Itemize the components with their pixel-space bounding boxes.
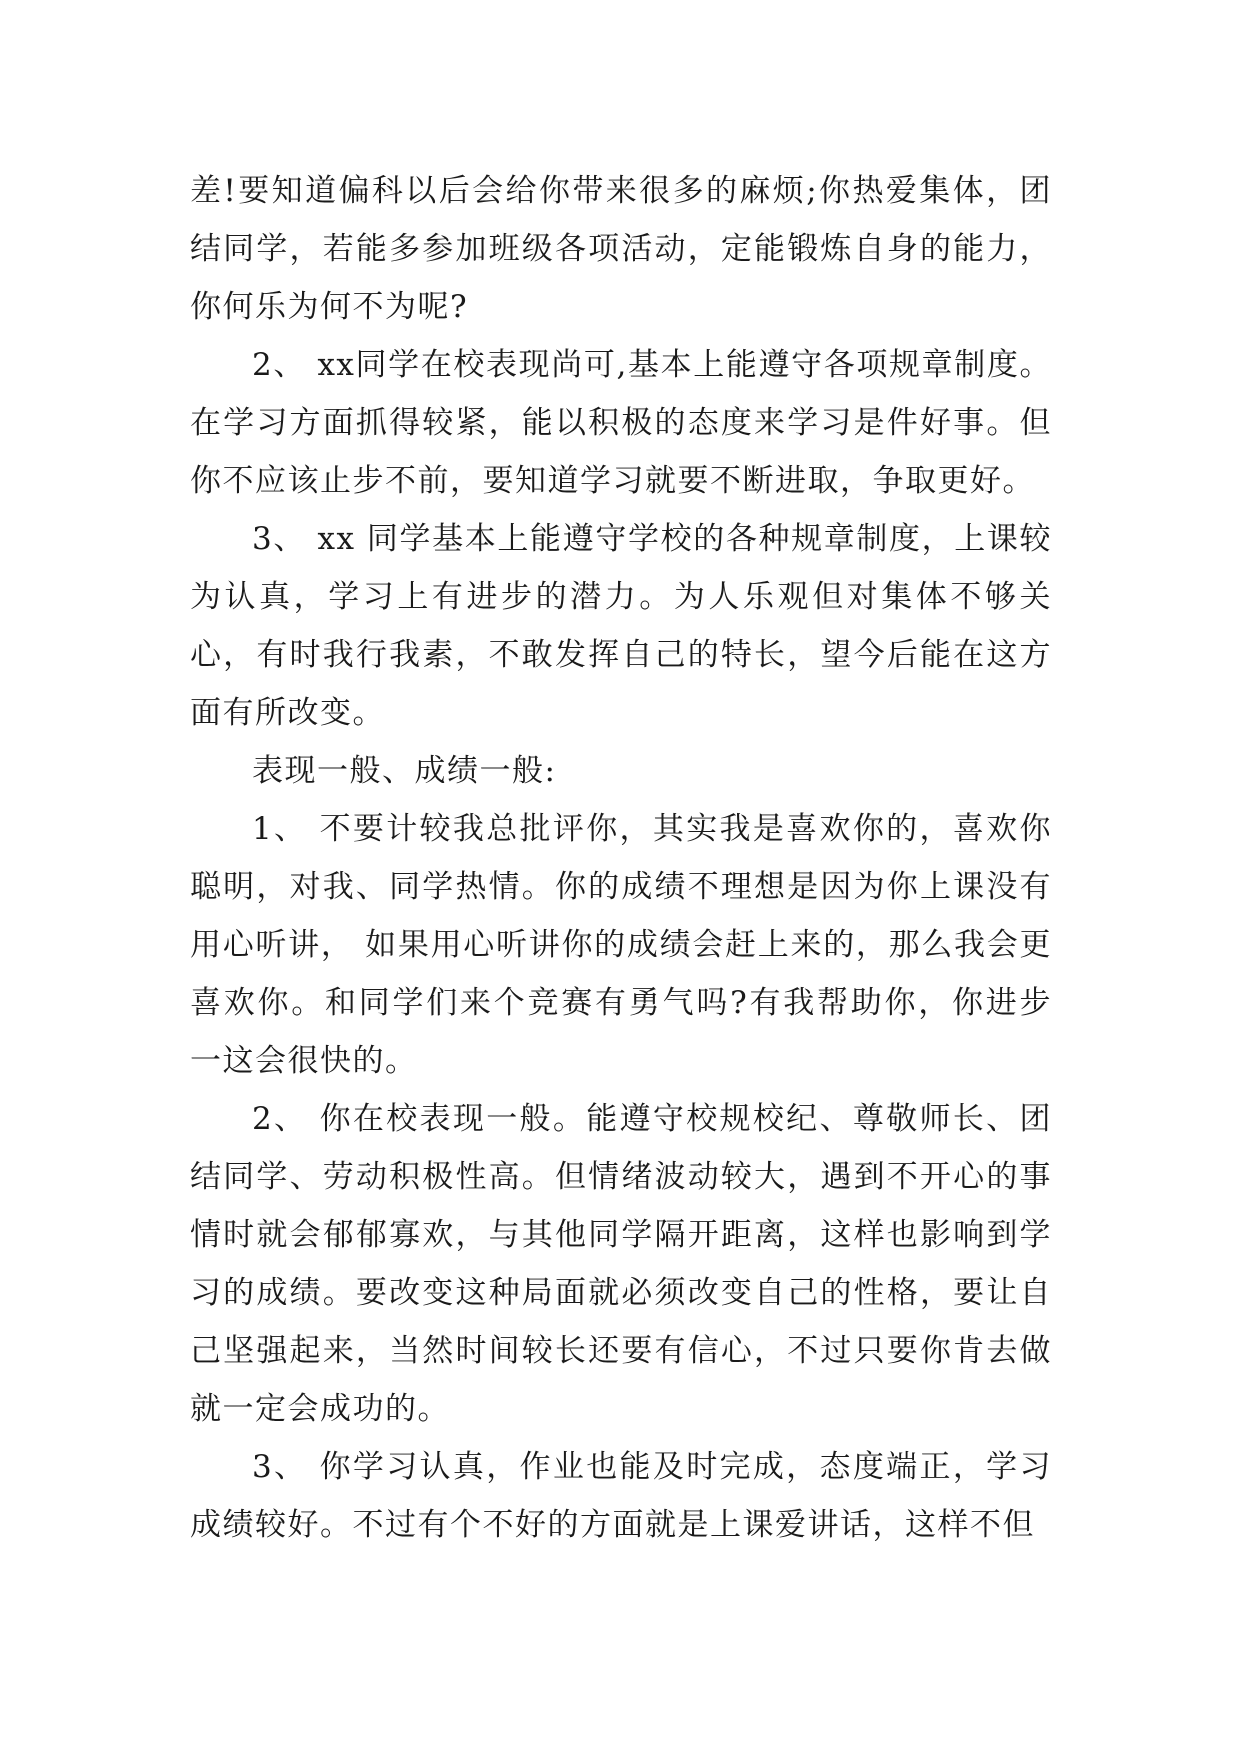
document-body xyxy=(190,162,1052,1554)
paragraph-item-2: 2、 xx同学在校表现尚可,基本上能遵守各项规章制度。在学习方面抓得较紧，能以积极的态度来学习是件好事。但你不应该止步不前，要知道学习就要不断进取，争取更好。 xyxy=(190,347,1052,499)
paragraph-item-2b: 2、 你在校表现一般。能遵守校规校纪、尊敬师长、团结同学、劳动积极性高。但情绪波动较大，遇到不开心的事情时就会郁郁寡欢，与其他同学隔开距离，这样也影响到学习的成绩。要改变这种局面就必须改变自己的性格，要让自己坚强起来，当然时间较长还要有信心，不过只要你肯去做就一定会成功的。 xyxy=(190,1101,1052,1427)
paragraph-item-3: 3、 xx 同学基本上能遵守学校的各种规章制度，上课较为认真，学习上有进步的潜力。为人乐观但对集体不够关心，有时我行我素，不敢发挥自己的特长，望今后能在这方面有所改变。 xyxy=(190,521,1052,731)
section-heading: 表现一般、成绩一般: xyxy=(252,753,557,789)
paragraph-continuation: 差!要知道偏科以后会给你带来很多的麻烦;你热爱集体，团结同学，若能多参加班级各项活动，定能锻炼自身的能力，你何乐为何不为呢? xyxy=(190,173,1052,325)
paragraph-item-3b: 3、 你学习认真，作业也能及时完成，态度端正，学习成绩较好。不过有个不好的方面就是上课爱讲话，这样不但 xyxy=(190,1449,1052,1543)
paragraph-item-1: 1、 不要计较我总批评你，其实我是喜欢你的，喜欢你聪明，对我、同学热情。你的成绩不理想是因为你上课没有用心听讲， 如果用心听讲你的成绩会赶上来的，那么我会更喜欢你。和同学们来个竞赛有勇气吗?有我帮助你，你进步一这会很快的。 xyxy=(190,811,1052,1079)
